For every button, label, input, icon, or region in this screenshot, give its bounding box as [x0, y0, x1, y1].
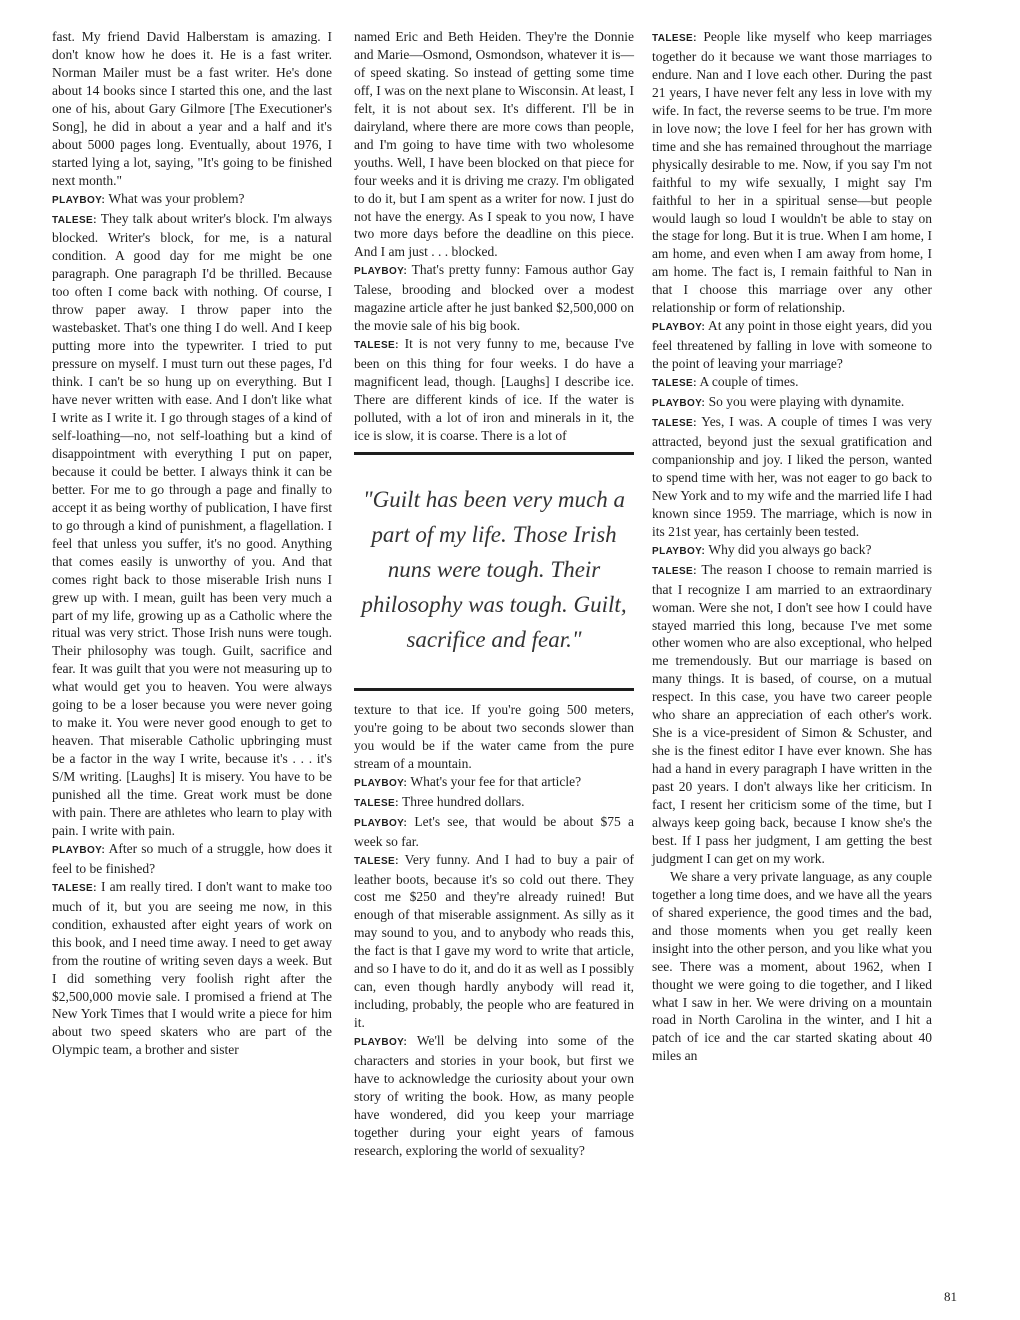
- answer: [52, 210, 332, 840]
- speaker-label: TALESE:: [652, 33, 697, 44]
- speaker-label: PLAYBOY:: [354, 1037, 408, 1049]
- speaker-label: TALESE:: [652, 565, 697, 577]
- answer-text: They talk about writer's block. I'm always blocked. Writer's block, for me, is a natural condition. A good day for me might be one paragraph. One paragraph I'd be thrilled. Because too often I come back with nothing. Of course, I throw paper away. I throw paper into the wastebasket. That's one thing I do well. And I keep putting more into the typewriter. I tried to put pressure on myself. I must turn out these pages, I'd think. I can't be so hung up on everything. But I have never written with ease. And I don't like what I write as I write it. I go through stages of a kind of self-loathing—no, not self-loathing but a kind of disappointment with everything I put on paper, because it could be better. I always think it can be better. For me to go through a page and finally to accept it as being worthy of publication, I have first to go through a kind of punishment, a flagellation. I feel that unless you suffer, it's no good. Anything that comes easily is unworthy of you. And that comes right back to those miserable Irish nuns I grew up with. I mean, guilt has been very much a part of my life, growing up as a Catholic where the ritual was very strict. Those Irish nuns were tough. Their philosophy was tough. Guilt, sacrifice and fear. It was guilt that you were not measuring up to what would get you to heaven. You were always going to be a loser because you were never going to make it. You were never good enough to get to heaven. That miserable Catholic upbringing must be a factor in the way I write, because it's . . . it's S/M writing. [Laughs] It is misery. You have to be punished all the time. Great work must be done with pain. There are athletes who learn to play with pain. I write with pain.: [52, 210, 332, 838]
- question-text: That's pretty funny: Famous author Gay Talese, brooding and blocked over a modest magazine article after he just banked $2,500,000 on the movie sale of his big book.: [354, 262, 634, 334]
- question: [52, 840, 332, 878]
- speaker-label: TALESE:: [354, 797, 399, 809]
- question-text: What was your problem?: [105, 190, 245, 206]
- answer-text: A couple of times.: [696, 374, 799, 390]
- speaker-label: PLAYBOY:: [52, 844, 106, 856]
- page-number: 81: [944, 1289, 957, 1304]
- answer: [652, 413, 932, 541]
- article-column-2: [354, 28, 634, 1160]
- answer: [354, 793, 634, 813]
- speaker-label: PLAYBOY:: [652, 322, 706, 334]
- article-column-3: [652, 28, 932, 1065]
- answer-text: Very funny. And I had to buy a pair of leather boots, because it's so cold out there. They cost me $250 and they're already ruined! But enough of that miserable assignment. As silly as it may sound to you, and to anybody who reads this, the fact is that I gave my word to write that article, and so I have to do it, and do it as well as I possibly can, even though hardly anybody will read it, including, probably, the people who are featured in it.: [354, 851, 634, 1031]
- question: [354, 261, 634, 335]
- speaker-label: PLAYBOY:: [354, 266, 408, 278]
- question: [354, 813, 634, 851]
- answer-text: People like myself who keep marriages together do it because we want those marriages to endure. Nan and I love each other. During the past 21 years, I have never felt any less in love with my wife. In fact, the reverse seems to be true. I'm more in love now; the love I feel for her has grown with time and she has remained throughout the marriage physically desirable to me. Now, if you say I'm not faithful to my wife sexually, I might say I'm faithful to her in a spiritual sense—but people would laugh so loud I wouldn't be able to stay on the stage for long. But it is true. When I am home, I am home, and even when I am away from home, I am home. The fact is, I remain faithful to Nan in that I choose this marriage over any other relationship or form of relationship.: [652, 29, 932, 316]
- question: [354, 1032, 634, 1160]
- answer-text: It is not very funny to me, because I've been on this thing for four weeks. I do have a magnificent lead, though. [Laughs] I describe ice. There are different kinds of ice. If the water is polluted, with a lot of iron and minerals in it, the ice is slow, it is coarse. There is a lot of: [354, 336, 634, 443]
- question: [652, 317, 932, 373]
- paragraph: texture to that ice. If you're going 500 meters, you're going to be about two seconds slower than you would be if the water came from the pure stream of a mountain.: [354, 701, 634, 771]
- answer-text: Yes, I was. A couple of times I was very attracted, beyond just the sexual gratification and companionship and joy. I liked the person, wanted to spend time with her, was not eager to go back to New York and to my wife and the married life I had known since 1959. The marriage, which is now in its 21st year, has certainly been tested.: [652, 414, 932, 539]
- speaker-label: TALESE:: [354, 855, 399, 867]
- answer-text: Three hundred dollars.: [398, 793, 525, 809]
- answer-text: The reason I choose to remain married is that I recognize I am married to an extraordinary woman. Were she not, I don't see how I could have stayed married this long, because I've met some other women who are also exceptional, who helped me tremendously. But our marriage is based on many things. It is based, of course, on a mutual respect. In this case, you have two career people who share an appreciation of each other's work. She is a vice-president of Simon & Schuster, and she is the finest editor I have ever known. She has had a hand in every paragraph I have written in the past 20 years. I don't always like her criticism. In fact, I resent her criticism some of the time, but I always keep going back, because I know she's the best. If I pass her judgment, I am getting the best judgment I can get on my work.: [652, 561, 932, 866]
- answer: [652, 373, 932, 393]
- paragraph: fast. My friend David Halberstam is amazing. I don't know how he does it. He is a fast writer. Norman Mailer must be a fast writer. He's done about 14 books since I started this one, and the last one of his, about Gary Gilmore [The Executioner's Song], he did in about a year and a half and it's about 5000 pages long. Eventually, about 1976, I started lying a lot, saying, "It's going to be finished next month.": [52, 29, 332, 188]
- question-text: Why did you always go back?: [705, 541, 872, 557]
- question: [354, 773, 634, 793]
- answer: [354, 335, 634, 445]
- question-text: At any point in those eight years, did you feel threatened by falling in love with someone to the point of leaving your marriage?: [652, 318, 932, 372]
- question: [652, 541, 932, 561]
- speaker-label: TALESE:: [652, 378, 697, 390]
- question: [52, 190, 332, 210]
- pull-quote: "Guilt has been very much a part of my life. Those Irish nuns were tough. Their philosophy was tough. Guilt, sacrifice and fear.": [354, 452, 634, 691]
- question-text: What's your fee for that article?: [407, 773, 582, 789]
- question: [652, 393, 932, 413]
- question-text: Let's see, that would be about $75 a week so far.: [354, 813, 634, 849]
- speaker-label: PLAYBOY:: [354, 777, 408, 789]
- question-text: After so much of a struggle, how does it feel to be finished?: [52, 840, 332, 876]
- article-column-1: [52, 28, 332, 1059]
- speaker-label: PLAYBOY:: [52, 194, 106, 206]
- question-text: We'll be delving into some of the characters and stories in your book, but first we have to acknowledge the curiosity about your own story of writing the book. How, as many people have wondered, did you keep your marriage together during your eight years of famous research, exploring the world of sexuality?: [354, 1033, 634, 1158]
- speaker-label: PLAYBOY:: [652, 398, 706, 410]
- speaker-label: PLAYBOY:: [652, 545, 706, 557]
- paragraph: We share a very private language, as any couple together a long time does, and we have all the years of shared experience, the good times and the bad, and those moments when you get really keen insight into the other person, and you like what you see. There was a moment, about 1962, when I thought we were going to die together, and I liked what I saw in her. We were driving on a mountain road in North Carolina in the winter, and I hit a patch of ice and the car started skating about 40 miles an: [652, 868, 932, 1064]
- speaker-label: TALESE:: [652, 418, 697, 430]
- speaker-label: TALESE:: [52, 214, 97, 226]
- speaker-label: TALESE:: [52, 882, 97, 894]
- answer: [652, 561, 932, 868]
- answer: [354, 851, 634, 1033]
- answer-text: I am really tired. I don't want to make too much of it, but you are seeing me now, in this condition, exhausted after eight years of work on this book, and I need time away. I need to get away from the routine of writing seven days a week. But I did something very foolish right after the $2,500,000 movie sale. I promised a friend at The New York Times that I would write a piece for him about two speed skaters who are part of the Olympic team, a brother and sister: [52, 878, 332, 1058]
- answer: [652, 28, 932, 317]
- speaker-label: TALESE:: [354, 340, 399, 352]
- speaker-label: PLAYBOY:: [354, 817, 408, 829]
- question-text: So you were playing with dynamite.: [705, 394, 905, 410]
- answer: [52, 878, 332, 1060]
- paragraph: named Eric and Beth Heiden. They're the Donnie and Marie—Osmond, Osmondson, whatever it is—of speed skating. So instead of getting some time off, I was on the next plane to Wisconsin. At least, I felt, it is not about sex. It's different. I'll be in dairyland, where there are more cows than people, and I'm going to have time with two wholesome youths. Well, I have been blocked on that piece for four weeks and it is driving me crazy. I'm obligated to do it, but I am spent as a writer for now. I just do not have the energy. As I speak to you now, I have two more days before the deadline on this piece. And I am just . . . blocked.: [354, 29, 634, 260]
